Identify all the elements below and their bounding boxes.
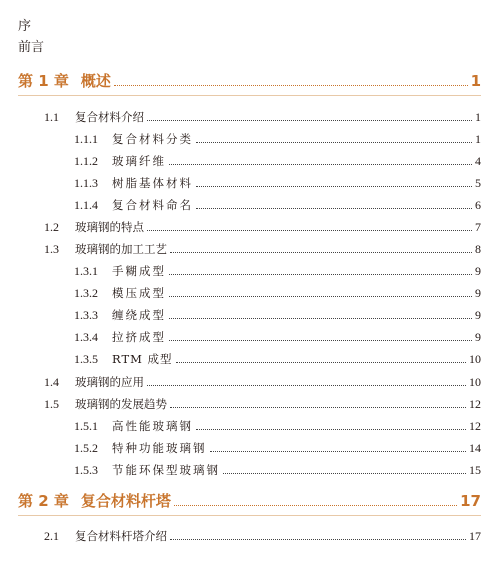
section-title: 复合材料命名 <box>112 198 193 212</box>
chapter-label: 第 1 章 <box>18 72 69 90</box>
section-number: 1.1.2 <box>74 154 98 168</box>
chapter-1-heading[interactable] <box>18 71 481 91</box>
page-number: 9 <box>475 264 481 278</box>
section-title: 拉挤成型 <box>112 330 166 344</box>
section-number: 1.3.3 <box>74 308 98 322</box>
page-number: 1 <box>475 132 481 146</box>
toc-entry-1-1[interactable] <box>44 109 481 125</box>
page-number: 12 <box>469 397 481 411</box>
page-number: 14 <box>469 441 481 455</box>
section-number: 1.1.3 <box>74 176 98 190</box>
chapter-label: 第 2 章 <box>18 492 69 510</box>
section-title: 手糊成型 <box>112 264 166 278</box>
toc-entry-1-2[interactable] <box>44 219 481 235</box>
page-number: 12 <box>469 419 481 433</box>
toc-entry-1-5-3[interactable] <box>74 462 481 478</box>
section-number: 1.5.1 <box>74 419 98 433</box>
page-number: 9 <box>475 330 481 344</box>
page-number: 7 <box>475 220 481 234</box>
chapter-page-number: 17 <box>460 492 481 510</box>
section-title: 树脂基体材料 <box>112 176 193 190</box>
section-title: 玻璃钢的特点 <box>75 220 144 234</box>
dot-leader <box>147 230 472 231</box>
dot-leader <box>196 208 472 209</box>
dot-leader <box>169 164 472 165</box>
page-number: 9 <box>475 286 481 300</box>
section-number: 1.3.4 <box>74 330 98 344</box>
dot-leader <box>170 252 472 253</box>
section-number: 2.1 <box>44 529 59 543</box>
foreword-entry[interactable]: 前言 <box>18 40 45 55</box>
dot-leader <box>169 296 472 297</box>
dot-leader <box>196 186 472 187</box>
dot-leader <box>210 451 467 452</box>
toc-entry-1-3-3[interactable] <box>74 307 481 323</box>
page-number: 1 <box>475 110 481 124</box>
toc-entry-1-5-2[interactable] <box>74 440 481 456</box>
section-number: 1.3.2 <box>74 286 98 300</box>
section-title: 玻璃钢的加工工艺 <box>75 242 167 256</box>
section-title: 复合材料分类 <box>112 132 193 146</box>
dot-leader <box>176 362 466 363</box>
dot-leader <box>170 407 466 408</box>
section-title: 玻璃钢的发展趋势 <box>75 397 167 411</box>
chapter-divider <box>18 95 481 96</box>
section-number: 1.3.5 <box>74 352 98 366</box>
page-number: 10 <box>469 375 481 389</box>
dot-leader <box>196 142 472 143</box>
dot-leader <box>170 539 466 540</box>
section-title: 玻璃纤维 <box>112 154 166 168</box>
toc-entry-1-3-4[interactable] <box>74 329 481 345</box>
page-number: 8 <box>475 242 481 256</box>
section-number: 1.1.1 <box>74 132 98 146</box>
chapter-divider <box>18 515 481 516</box>
preface-entry[interactable]: 序 <box>18 19 32 34</box>
toc-entry-1-4[interactable] <box>44 374 481 390</box>
section-number: 1.1 <box>44 110 59 124</box>
section-number: 1.2 <box>44 220 59 234</box>
section-title: 高性能玻璃钢 <box>112 419 193 433</box>
page-number: 17 <box>469 529 481 543</box>
dot-leader <box>114 85 468 86</box>
section-title: 复合材料介绍 <box>75 110 144 124</box>
dot-leader <box>169 318 472 319</box>
chapter-title: 复合材料杆塔 <box>80 492 171 510</box>
chapter-2-heading[interactable] <box>18 491 481 511</box>
page-number: 4 <box>475 154 481 168</box>
toc-entry-2-1[interactable] <box>44 528 481 544</box>
toc-entry-1-1-1[interactable] <box>74 131 481 147</box>
dot-leader <box>147 120 472 121</box>
toc-entry-1-3-5[interactable] <box>74 351 481 367</box>
toc-entry-1-5-1[interactable] <box>74 418 481 434</box>
dot-leader <box>174 505 457 506</box>
dot-leader <box>223 473 466 474</box>
dot-leader <box>169 340 472 341</box>
dot-leader <box>196 429 466 430</box>
toc-entry-1-1-2[interactable] <box>74 153 481 169</box>
toc-entry-1-1-4[interactable] <box>74 197 481 213</box>
section-number: 1.3 <box>44 242 59 256</box>
dot-leader <box>169 274 472 275</box>
dot-leader <box>147 385 466 386</box>
page-number: 9 <box>475 308 481 322</box>
section-number: 1.3.1 <box>74 264 98 278</box>
page-number: 5 <box>475 176 481 190</box>
section-number: 1.5 <box>44 397 59 411</box>
toc-entry-1-3[interactable] <box>44 241 481 257</box>
chapter-page-number: 1 <box>470 72 481 90</box>
section-number: 1.5.2 <box>74 441 98 455</box>
section-title: 复合材料杆塔介绍 <box>75 529 167 543</box>
page-number: 6 <box>475 198 481 212</box>
page-number: 10 <box>469 352 481 366</box>
section-title: 缠绕成型 <box>112 308 166 322</box>
toc-entry-1-3-2[interactable] <box>74 285 481 301</box>
section-number: 1.4 <box>44 375 59 389</box>
toc-entry-1-3-1[interactable] <box>74 263 481 279</box>
section-title: 模压成型 <box>112 286 166 300</box>
section-title: 节能环保型玻璃钢 <box>112 463 220 477</box>
section-title: 玻璃钢的应用 <box>75 375 144 389</box>
section-number: 1.1.4 <box>74 198 98 212</box>
section-title: RTM 成型 <box>112 352 173 366</box>
chapter-title: 概述 <box>80 72 111 90</box>
section-number: 1.5.3 <box>74 463 98 477</box>
section-title: 特种功能玻璃钢 <box>112 441 207 455</box>
page-number: 15 <box>469 463 481 477</box>
toc-entry-1-5[interactable] <box>44 396 481 412</box>
toc-entry-1-1-3[interactable] <box>74 175 481 191</box>
